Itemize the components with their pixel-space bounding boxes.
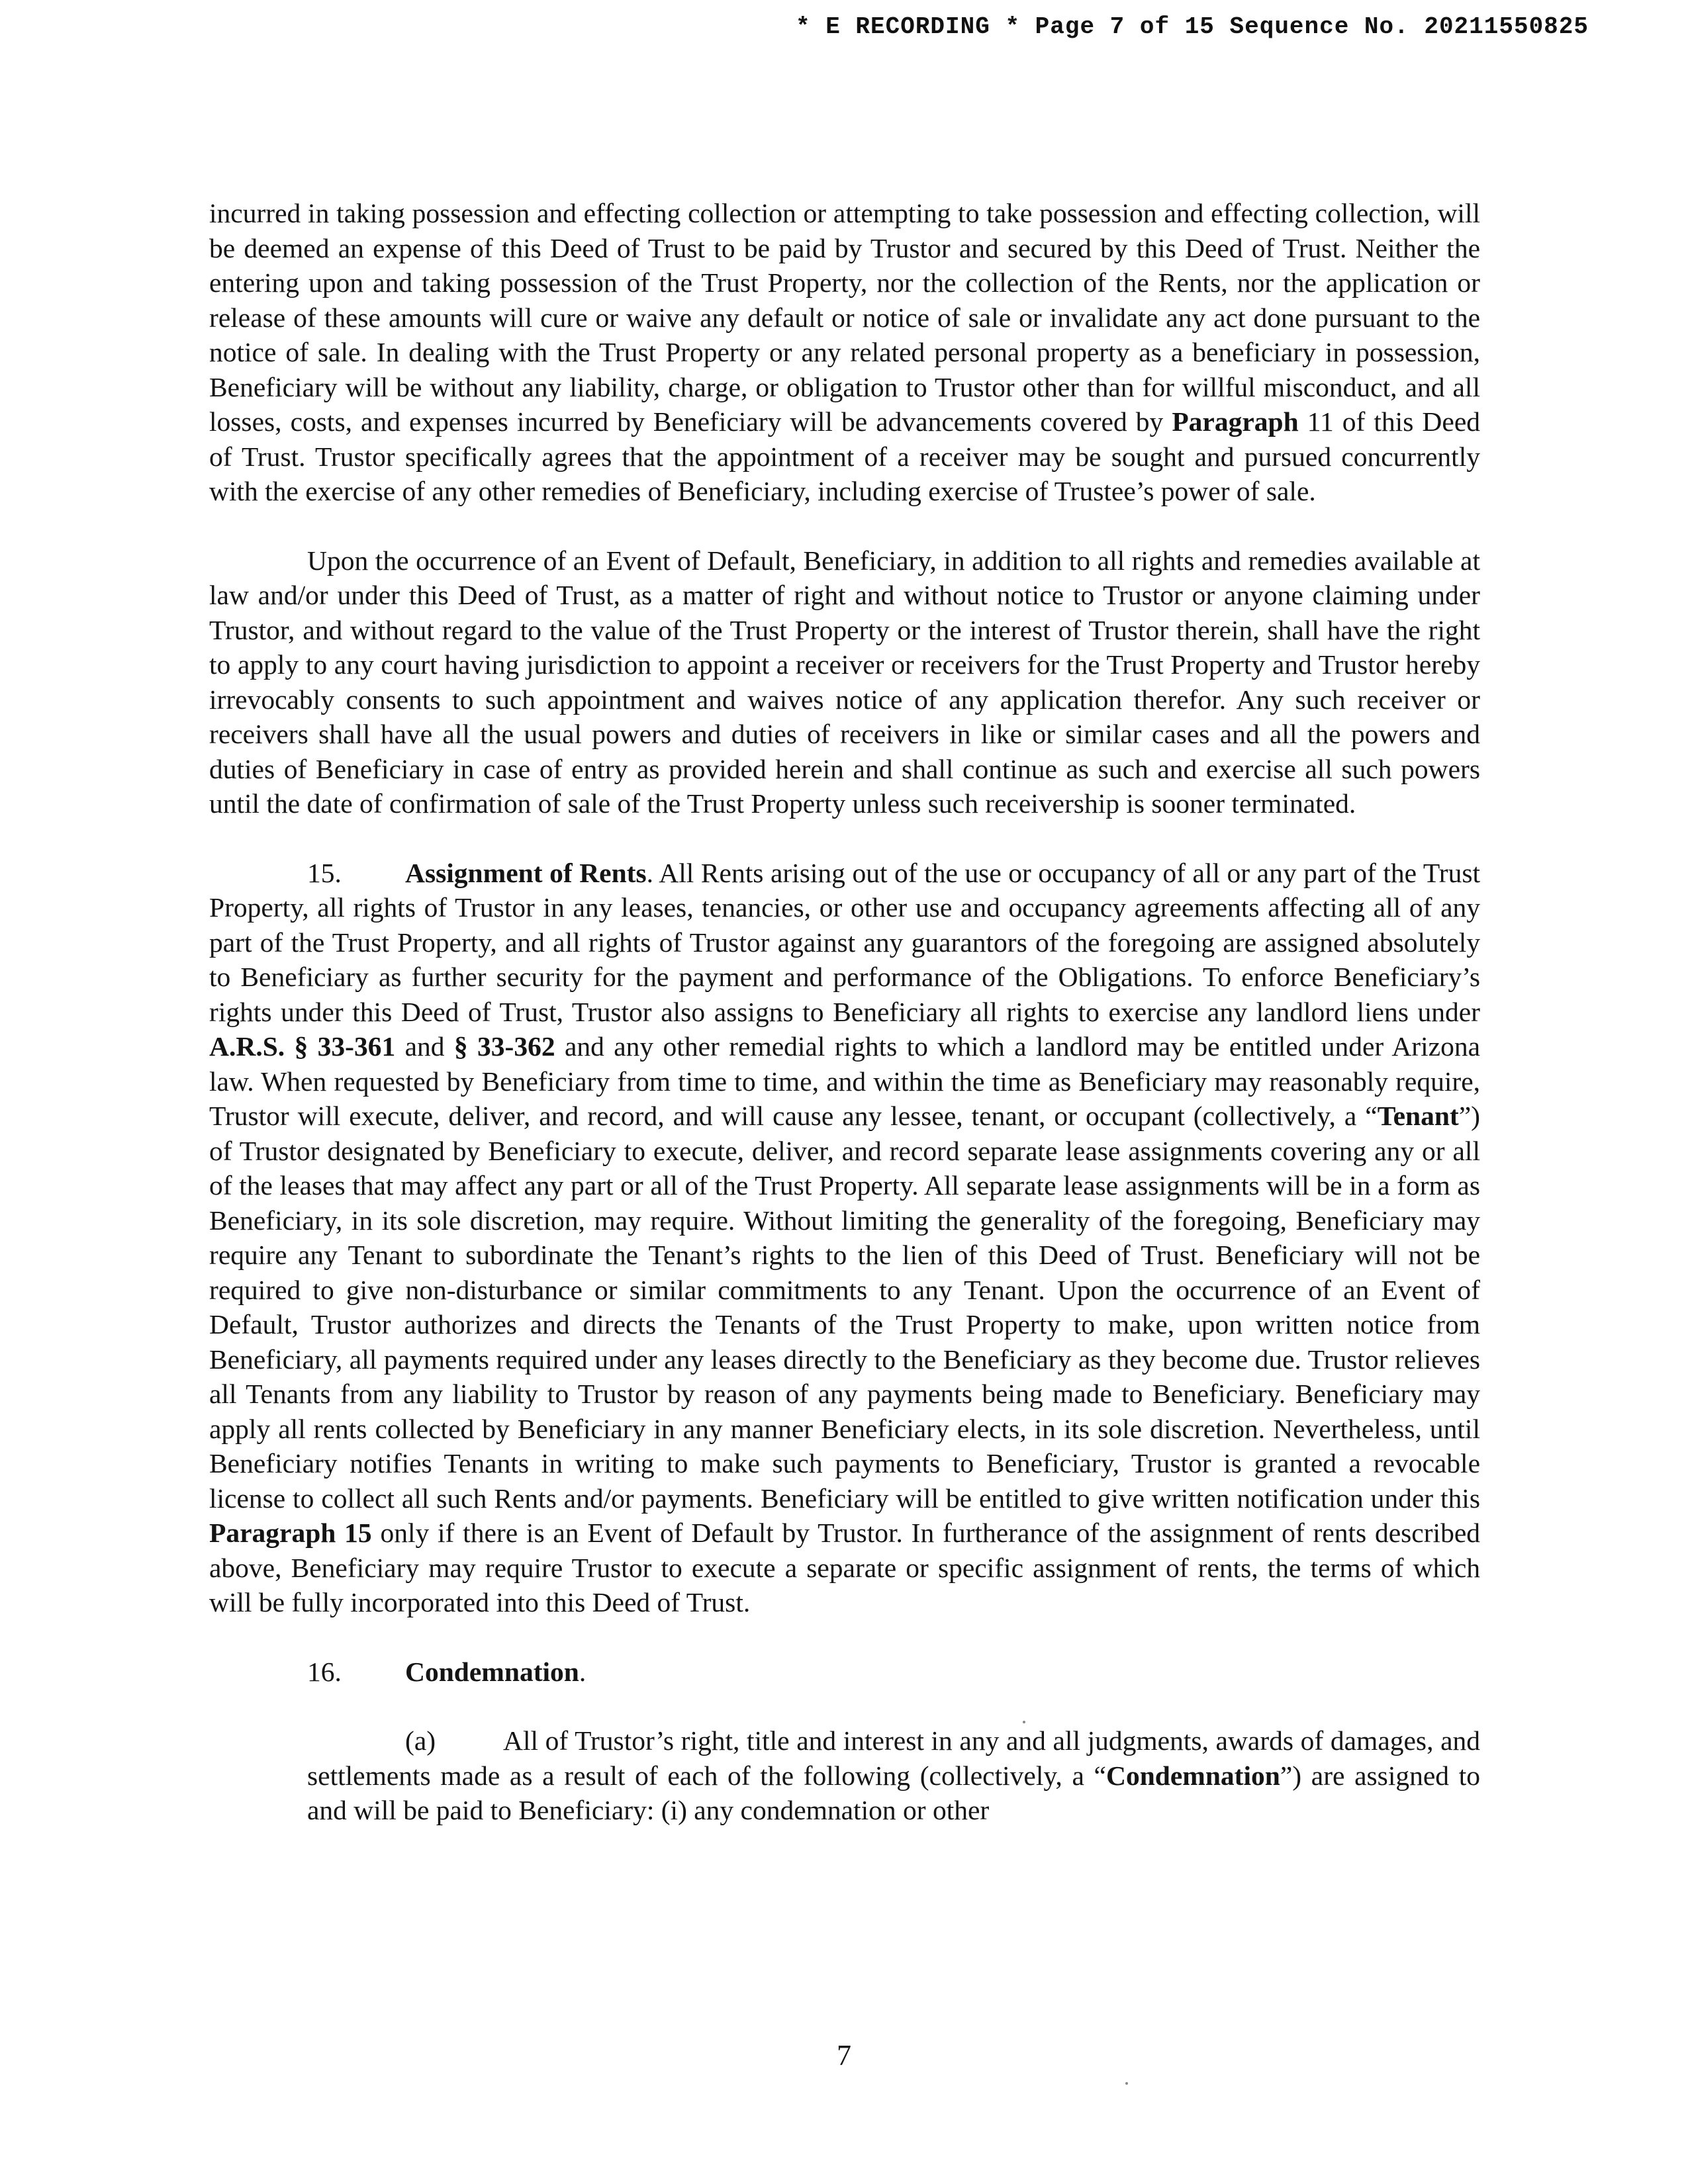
statute-reference: § 33-362 — [453, 1031, 555, 1062]
statute-reference: A.R.S. § 33-361 — [209, 1031, 396, 1062]
recording-stamp-header: * E RECORDING * Page 7 of 15 Sequence No. 20211550825 — [796, 13, 1589, 40]
scan-speck — [1125, 2082, 1128, 2085]
bold-reference: Paragraph 15 — [209, 1518, 372, 1548]
page-number: 7 — [837, 2039, 851, 2071]
section-heading: Condemnation — [405, 1656, 579, 1687]
section-heading: Assignment of Rents — [405, 857, 647, 888]
document-body — [209, 196, 1480, 1828]
scan-speck — [1023, 1721, 1025, 1723]
section-number: 16. — [307, 1656, 342, 1687]
paragraph-receiver: Upon the occurrence of an Event of Default, Beneficiary, in addition to all rights and remedies available at law and/or under this Deed of Trust, as a matter of right and without notice to Trustor or anyone claiming under Trustor, and without regard to the value of the Trust Property or the interest of Trustor therein, shall have the right to apply to any court having jurisdiction to appoint a receiver or receivers for the Trust Property and Trustor hereby irrevocably consents to such appointment and waives notice of any application therefor. Any such receiver or receivers shall have all the usual powers and duties of receivers in like or similar cases and all the powers and duties of Beneficiary in case of entry as provided herein and shall continue as such and exercise all such powers until the date of confirmation of sale of the Trust Property unless such receivership is sooner terminated. — [209, 545, 1480, 819]
defined-term: Condemnation — [1105, 1760, 1280, 1791]
bold-reference: Paragraph — [1172, 406, 1299, 437]
subsection-a-condemnation: (a) All of Trustor’s right, title and interest in any and all judgments, awards of damages, and settlements made as a result of each of the following (collectively, a “Condemnation”) are assigned to and will be paid to Beneficiary: (i) any condemnation or other — [209, 1723, 1480, 1828]
section-number: 15. — [307, 857, 342, 888]
section-16-heading: 16. Condemnation. — [209, 1655, 1480, 1690]
defined-term: Tenant — [1377, 1101, 1459, 1131]
section-15-assignment-of-rents: 15. Assignment of Rents. All Rents arising out of the use or occupancy of all or any part of the Trust Property, all rights of Trustor in any leases, tenancies, or other use and occupancy agreements affecting all of any part of the Trust Property, and all rights of Trustor against any guarantors of the foregoing are assigned absolutely to Beneficiary as further security for the payment and performance of the Obligations. To enforce Beneficiary’s rights under this Deed of Trust, Trustor also assigns to Beneficiary all rights to exercise any landlord liens under A.R.S. § 33-361 and § 33-362 and any other remedial rights to which a landlord may be entitled under Arizona law. When requested by Beneficiary from time to time, and within the time as Beneficiary may reasonably require, Trustor will execute, deliver, and record, and will cause any lessee, tenant, or occupant (collectively, a “Tenant”) of Trustor designated by Beneficiary to execute, deliver, and record separate lease assignments covering any or all of the leases that may affect any part or all of the Trust Property. All separate lease assignments will be in a form as Beneficiary, in its sole discretion, may require. Without limiting the generality of the foregoing, Beneficiary may require any Tenant to subordinate the Tenant’s rights to the lien of this Deed of Trust. Beneficiary will not be required to give non-disturbance or similar commitments to any Tenant. Upon the occurrence of an Event of Default, Trustor authorizes and directs the Tenants of the Trust Property to make, upon written notice from Beneficiary, all payments required under any leases directly to the Beneficiary as they become due. Trustor relieves all Tenants from any liability to Trustor by reason of any payments being made to Beneficiary. Beneficiary may apply all rents collected by Beneficiary in any manner Beneficiary elects, in its sole discretion. Nevertheless, until Beneficiary notifies Tenants in writing to make such payments to Beneficiary, Trustor is granted a revocable license to collect all such Rents and/or payments. Beneficiary will be entitled to give written notification under this Paragraph 15 only if there is an Event of Default by Trustor. In furtherance of the assignment of rents described above, Beneficiary may require Trustor to execute a separate or specific assignment of rents, the terms of which will be fully incorporated into this Deed of Trust. — [209, 856, 1480, 1620]
subsection-label: (a) — [405, 1725, 436, 1756]
paragraph-continuation: incurred in taking possession and effecting collection or attempting to take possession and effecting collection, will be deemed an expense of this Deed of Trust to be paid by Trustor and secured by this Deed of Trust. Neither the entering upon and taking possession of the Trust Property, nor the collection of the Rents, nor the application or release of these amounts will cure or waive any default or notice of sale or invalidate any act done pursuant to the notice of sale. In dealing with the Trust Property or any related personal property as a beneficiary in possession, Beneficiary will be without any liability, charge, or obligation to Trustor other than for willful misconduct, and all losses, costs, and expenses incurred by Beneficiary will be advancements covered by Paragraph 11 of this Deed of Trust. Trustor specifically agrees that the appointment of a receiver may be sought and pursued concurrently with the exercise of any other remedies of Beneficiary, including exercise of Trustee’s power of sale. — [209, 198, 1480, 506]
